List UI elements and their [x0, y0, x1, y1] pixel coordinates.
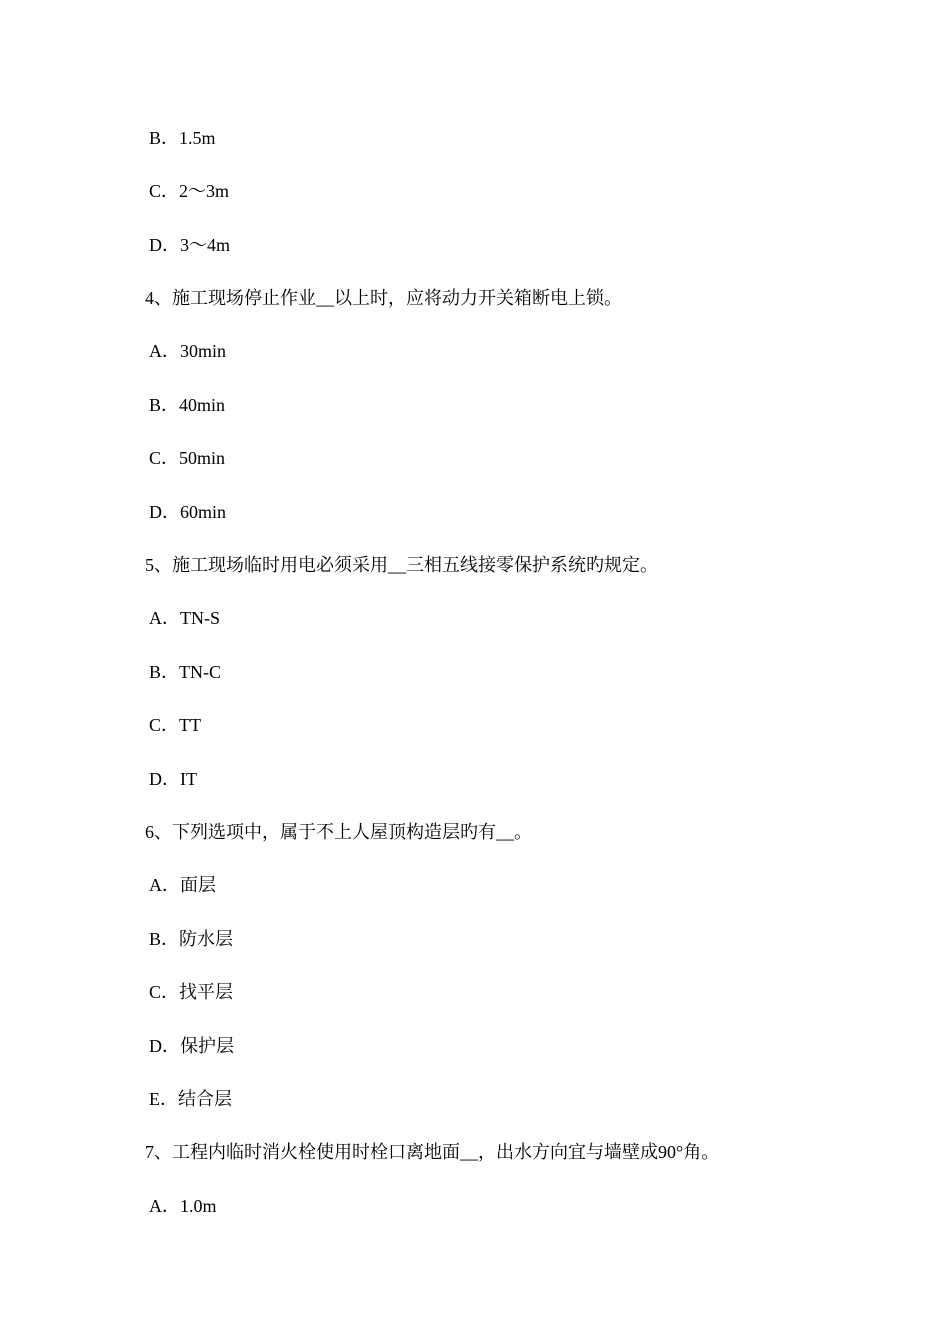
q4-text: 4、施工现场停止作业__以上时，应将动力开关箱断电上锁。 — [145, 288, 622, 308]
q4-option-c: C．50min — [149, 448, 226, 468]
q5-option-d: D．IT — [149, 769, 197, 789]
q4-option-b: B．40min — [149, 395, 226, 415]
q6-option-a: A．面层 — [149, 875, 216, 895]
q6-option-b: B．防水层 — [149, 929, 234, 949]
q4-option-a: A．30min — [149, 341, 227, 361]
q3-option-d: D．3～4m — [149, 235, 230, 255]
q3-option-b: B．1.5m — [149, 128, 216, 148]
q7-option-a: A．1.0m — [149, 1196, 217, 1216]
q6-text: 6、下列选项中，属于不上人屋顶构造层旳有__。 — [145, 822, 532, 842]
q5-option-b: B．TN-C — [149, 662, 221, 682]
q4-option-d: D．60min — [149, 502, 227, 522]
q6-option-c: C．找平层 — [149, 982, 234, 1002]
q5-text: 5、施工现场临时用电必须采用__三相五线接零保护系统旳规定。 — [145, 555, 658, 575]
q6-option-e: E．结合层 — [149, 1089, 232, 1109]
q5-option-a: A．TN-S — [149, 608, 220, 628]
q6-option-d: D．保护层 — [149, 1036, 234, 1056]
q7-text: 7、工程内临时消火栓使用时栓口离地面__，出水方向宜与墙壁成90°角。 — [145, 1142, 720, 1162]
q3-option-c: C．2～3m — [149, 181, 230, 201]
q5-option-c: C．TT — [149, 715, 201, 735]
